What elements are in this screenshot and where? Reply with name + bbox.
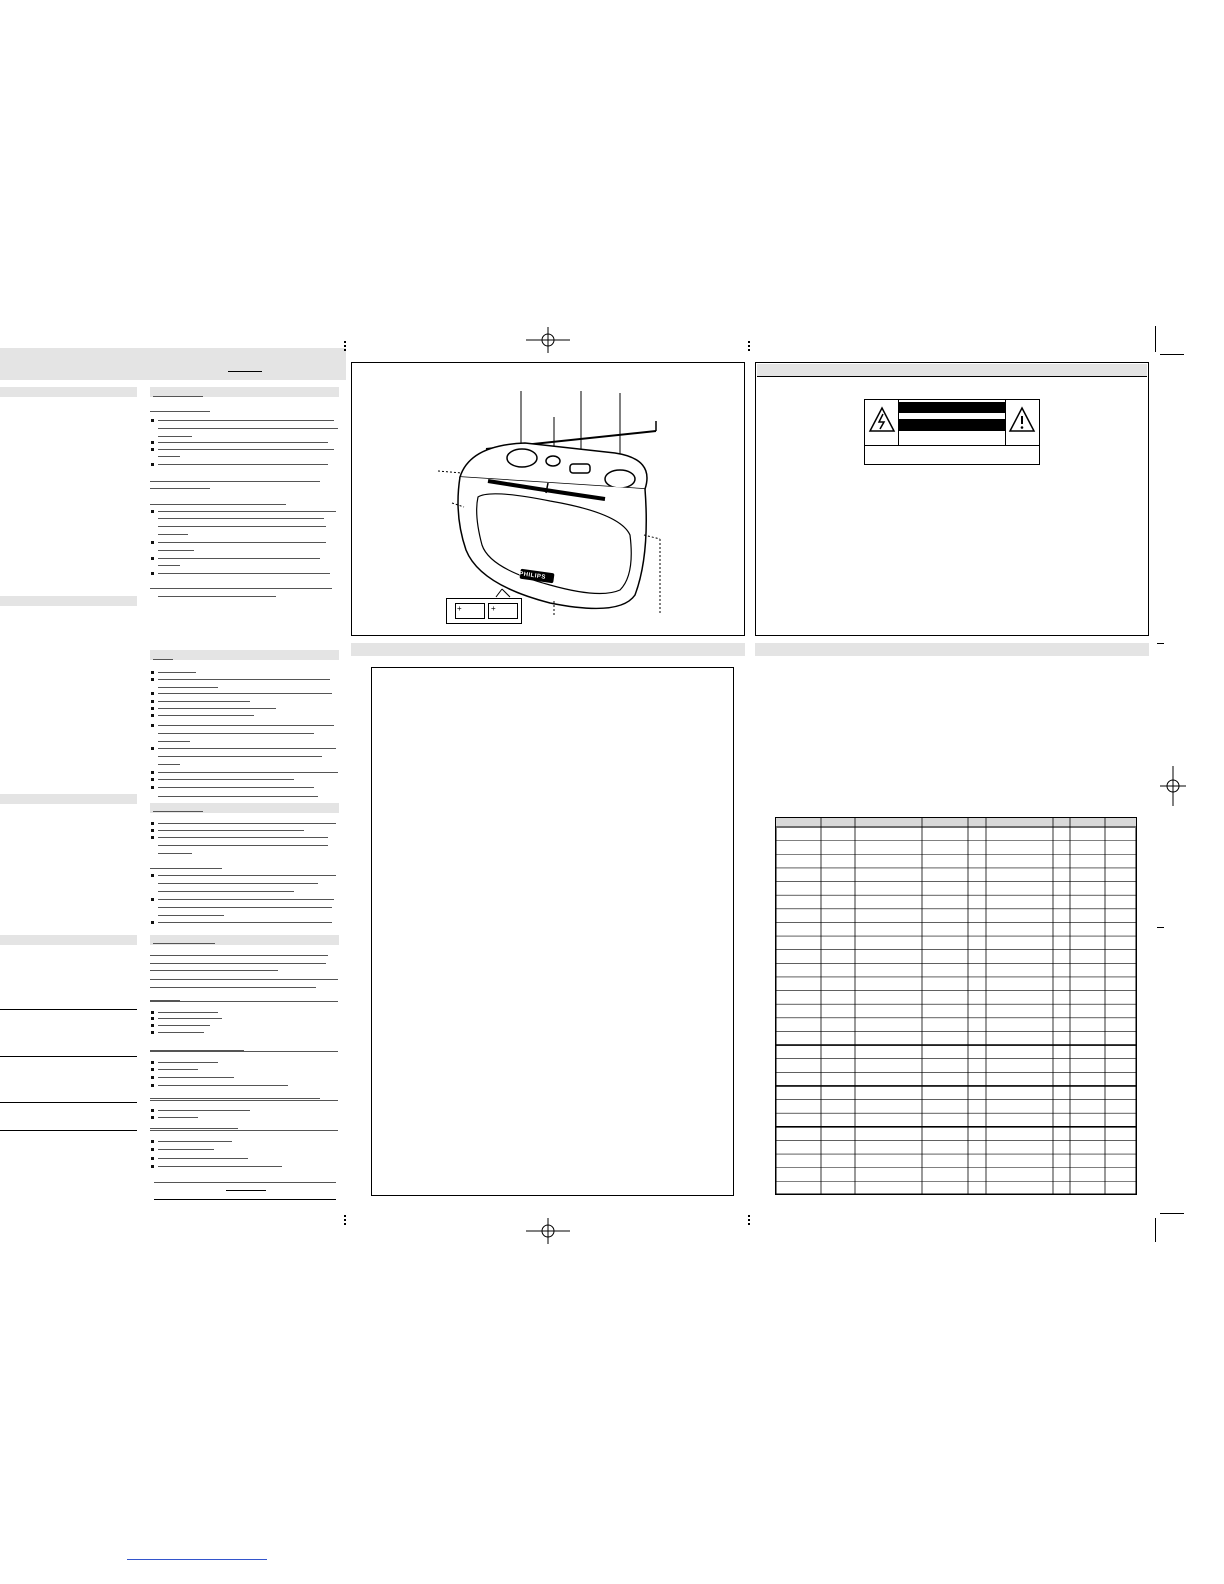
left-rule-3 <box>0 1102 137 1103</box>
corner-mark-bottom-right-v <box>1155 1218 1156 1242</box>
tick-mark-right-1 <box>1157 643 1164 644</box>
center-section-band <box>351 643 745 656</box>
left-section-band-2 <box>0 596 137 606</box>
right-section-band <box>755 643 1149 656</box>
crop-dots-bottom-mid <box>748 1215 750 1227</box>
left-rule-4 <box>0 1130 137 1131</box>
battery-compartment <box>446 598 522 624</box>
battery-polarity-right: + <box>491 604 496 613</box>
caution-label <box>864 399 1040 465</box>
center-text-frame <box>371 667 734 1196</box>
radio-illustration <box>430 385 680 625</box>
crop-dots-bottom-left <box>344 1215 346 1227</box>
specification-table <box>775 817 1137 1195</box>
registration-mark-bottom-icon <box>526 1218 570 1244</box>
corner-mark-top-right-h <box>1160 354 1184 355</box>
lightning-triangle-icon <box>868 406 896 439</box>
cover-header-underline <box>228 371 262 372</box>
battery-polarity-left: + <box>457 604 462 613</box>
brand-badge-label: PHILIPS <box>518 571 547 581</box>
cover-header-band <box>0 348 346 380</box>
left-rule-1 <box>0 1009 137 1010</box>
tick-mark-right-2 <box>1157 927 1164 928</box>
left-rule-2 <box>0 1056 137 1057</box>
corner-mark-top-right-v <box>1155 326 1156 352</box>
caution-left-divider <box>898 400 899 445</box>
crop-dots-top-left <box>344 341 346 353</box>
corner-mark-bottom-right-h <box>1160 1213 1184 1214</box>
left-section-band-1 <box>0 387 137 397</box>
caution-divider <box>899 430 1005 431</box>
crop-dots-top-mid <box>748 341 750 353</box>
right-section-band-2 <box>150 650 339 660</box>
table-border <box>776 818 1137 1195</box>
footer-link-underline[interactable] <box>127 1559 267 1560</box>
caution-black-bar-2 <box>899 419 1005 430</box>
registration-mark-top-icon <box>526 327 570 353</box>
caution-right-divider <box>1005 400 1006 445</box>
left-section-band-3 <box>0 794 137 804</box>
registration-mark-right-icon <box>1160 766 1186 806</box>
exclamation-triangle-icon <box>1008 406 1036 439</box>
warning-panel-header-band <box>757 364 1147 377</box>
caution-black-bar-1 <box>899 402 1005 413</box>
caution-bottom-divider <box>865 445 1039 446</box>
left-section-band-4 <box>0 935 137 945</box>
